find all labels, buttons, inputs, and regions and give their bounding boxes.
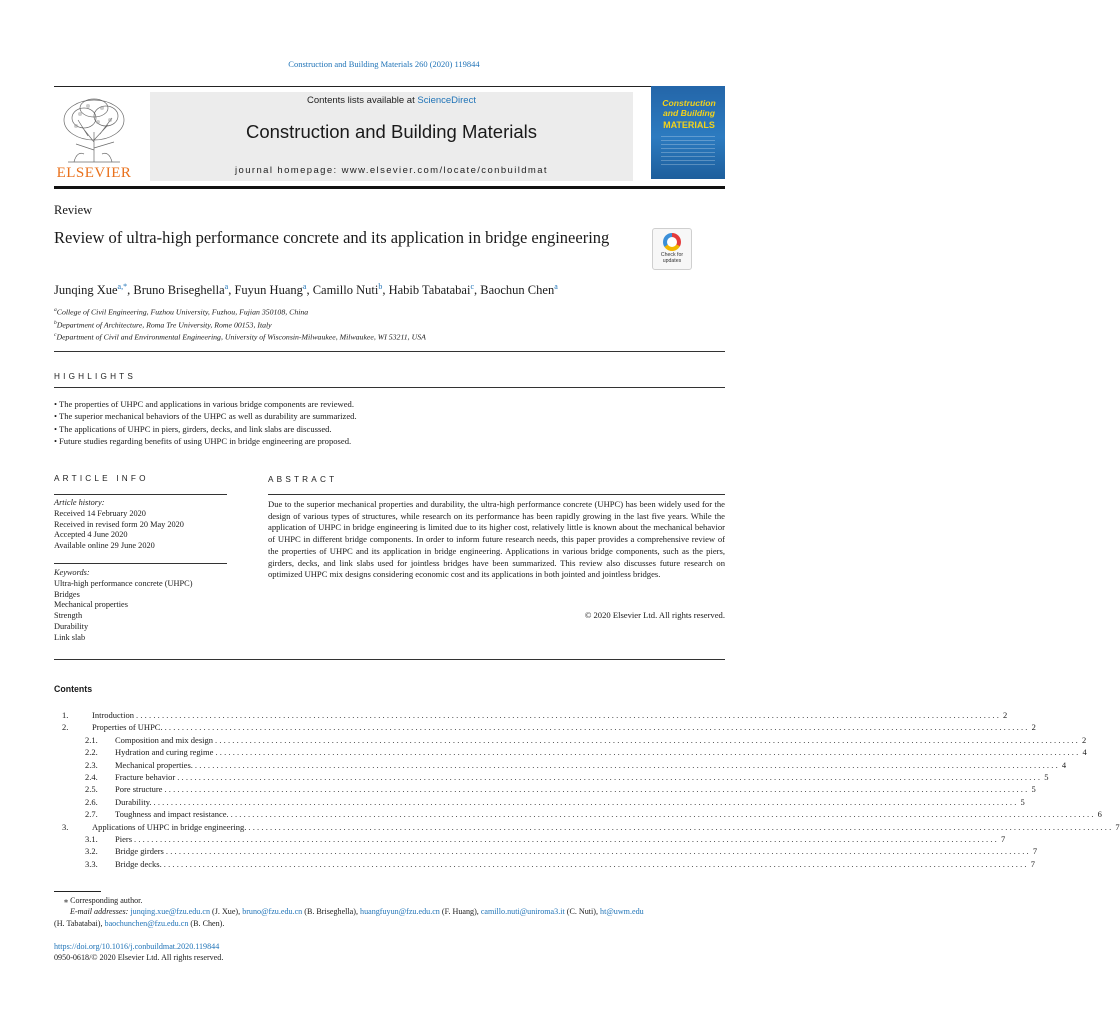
- highlight-item: • The properties of UHPC and applications in various bridge components are reviewed.: [54, 398, 734, 410]
- toc-leader-dots: ........................................................................................................................................................................................................: [134, 833, 999, 844]
- toc-page-number: 5: [1031, 784, 1036, 795]
- journal-reference-link[interactable]: Construction and Building Materials 260 (2020) 119844: [288, 59, 480, 69]
- toc-page-number: 4: [1082, 747, 1087, 758]
- abstract-text: Due to the superior mechanical properties and durability, the ultra-high performance concrete (UHPC) has been widely used for the design of various types of structures, while research on its performance has been rapidly growing in the last five years. While the application of UHPC in bridge engineering is limited due to its higher cost, relatively little is known about the mechanical behavior of UHPC in different bridge components. In order to inform future research needs, this paper provides a comprehensive review of the properties of UHPC and its application in bridge engineering. Applications in various bridge components, such as the piers, girders, decks, and link slabs used for jointless bridges have been summarized. This review also discusses future research on optimized UHPC mix designs considering economic cost and its applications in both jointed and jointless bridges.: [268, 499, 725, 580]
- divider: [54, 387, 725, 388]
- author-affil-mark[interactable]: b: [378, 282, 383, 291]
- cover-texture: [661, 136, 715, 166]
- toc-leader-dots: ........................................................................................................................................................................................................: [215, 747, 1081, 758]
- toc-leader-dots: ........................................................................................................................................................................................................: [164, 784, 1030, 795]
- toc-title[interactable]: Bridge decks.: [115, 858, 162, 869]
- toc-entry[interactable]: [54, 821, 1120, 833]
- divider: [54, 494, 227, 495]
- keyword: Strength: [54, 611, 83, 621]
- article-title: Review of ultra-high performance concrete and its application in bridge engineering: [54, 228, 610, 247]
- highlights-heading: HIGHLIGHTS: [54, 372, 137, 381]
- history-item: Available online 29 June 2020: [54, 541, 155, 551]
- email-label: E-mail addresses:: [70, 907, 129, 917]
- keywords: [54, 568, 229, 644]
- toc-entry[interactable]: [54, 759, 1067, 771]
- toc-entry[interactable]: [54, 783, 1036, 795]
- toc-entry[interactable]: [54, 746, 1087, 758]
- affiliation: $^b$Department of Architecture, Roma Tre University, Rome 00153, Italy: [54, 319, 272, 330]
- toc-title[interactable]: Properties of UHPC.: [92, 722, 163, 733]
- article-type: Review: [54, 203, 93, 217]
- keyword: Bridges: [54, 589, 80, 599]
- highlight-item: • Future studies regarding benefits of using UHPC in bridge engineering are proposed.: [54, 435, 734, 447]
- highlight-item: • The superior mechanical behaviors of the UHPC as well as durability are summarized.: [54, 410, 734, 422]
- toc-number: 2.6.: [85, 796, 98, 807]
- toc-number: 2.1.: [85, 734, 98, 745]
- sciencedirect-link[interactable]: ScienceDirect: [417, 95, 476, 106]
- contents-heading: Contents: [54, 684, 93, 694]
- author-affil-mark[interactable]: c: [470, 282, 474, 291]
- toc-leader-dots: ........................................................................................................................................................................................................: [248, 821, 1114, 832]
- affiliation: $^c$Department of Civil and Environmental Engineering, University of Wisconsin-Milwaukee, Milwaukee, WI 53211, USA: [54, 332, 426, 342]
- journal-homepage[interactable]: journal homepage: www.elsevier.com/locate/conbuildmat: [235, 165, 548, 176]
- email-link[interactable]: bruno@fzu.edu.cn: [242, 907, 303, 917]
- check-for-updates-button[interactable]: [652, 228, 692, 270]
- toc-number: 2.4.: [85, 771, 98, 782]
- toc-title[interactable]: Applications of UHPC in bridge engineering.: [92, 821, 247, 832]
- toc-leader-dots: ........................................................................................................................................................................................................: [164, 722, 1030, 733]
- toc-page-number: 6: [1097, 809, 1102, 820]
- toc-leader-dots: ........................................................................................................................................................................................................: [165, 846, 1031, 857]
- header-top-rule: [54, 86, 725, 87]
- history-item: Received in revised form 20 May 2020: [54, 519, 184, 529]
- toc-page-number: 2: [1031, 722, 1036, 733]
- toc-entry[interactable]: [54, 796, 1025, 808]
- toc-number: 1.: [62, 710, 69, 720]
- divider: [54, 659, 725, 660]
- author-list: Junqing Xue$^{a,*}$, Bruno Briseghella$^a$, Fuyun Huang$^a$, Camillo Nuti$^b$, Habib Tabatabai$^c$, Baochun Chen$^a$: [54, 282, 558, 298]
- journal-cover-image: [651, 86, 725, 179]
- toc-leader-dots: ........................................................................................................................................................................................................: [230, 809, 1096, 820]
- toc-page-number: 2: [1082, 734, 1087, 745]
- doi-block: [54, 941, 223, 964]
- history-item: Accepted 4 June 2020: [54, 530, 128, 540]
- divider: [54, 563, 227, 564]
- keyword: Link slab: [54, 632, 86, 642]
- toc-number: 2.3.: [85, 759, 98, 770]
- toc-number: 3.1.: [85, 833, 98, 844]
- email-link[interactable]: baochunchen@fzu.edu.cn: [104, 918, 189, 928]
- toc-entry[interactable]: [54, 709, 1008, 721]
- author-affil-mark[interactable]: a,*: [117, 282, 128, 291]
- history-label: Article history:: [54, 498, 105, 507]
- toc-leader-dots: ........................................................................................................................................................................................................: [194, 759, 1060, 770]
- cover-materials: MATERIALS: [663, 120, 715, 130]
- toc-title[interactable]: Fracture behavior: [115, 771, 176, 782]
- toc-page-number: 5: [1044, 771, 1049, 782]
- doi-link[interactable]: https://doi.org/10.1016/j.conbuildmat.2020.119844: [54, 942, 220, 951]
- toc-number: 3.3.: [85, 858, 98, 869]
- article-info-heading: ARTICLE INFO: [54, 474, 149, 483]
- crossmark-label: Check for updates: [660, 252, 684, 264]
- elsevier-wordmark: ELSEVIER: [56, 165, 132, 181]
- email-addresses: E-mail addresses: junqing.xue@fzu.edu.cn (J. Xue), bruno@fzu.edu.cn (B. Briseghella), huangfuyun@fzu.edu.cn (F. Huang), camillo.nuti@uniroma3.it (C. Nuti), ht@uwm.edu: [70, 907, 644, 917]
- author[interactable]: Baochun Chen: [480, 283, 555, 298]
- footnote-rule: [54, 891, 101, 892]
- toc-title[interactable]: Piers: [115, 833, 132, 844]
- divider: [54, 351, 725, 352]
- journal-name: Construction and Building Materials: [245, 121, 537, 142]
- keywords-label: Keywords:: [54, 568, 90, 577]
- toc-leader-dots: ........................................................................................................................................................................................................: [153, 796, 1019, 807]
- toc-title[interactable]: Pore structure: [115, 784, 163, 795]
- toc-page-number: 7: [1030, 858, 1035, 869]
- toc-leader-dots: ........................................................................................................................................................................................................: [177, 771, 1043, 782]
- toc-page-number: 7: [1115, 821, 1120, 832]
- toc-title[interactable]: Introduction: [92, 710, 135, 720]
- toc-title[interactable]: Durability.: [115, 796, 152, 807]
- toc-number: 3.: [62, 821, 69, 832]
- affiliations: [54, 305, 734, 343]
- toc-title[interactable]: Hydration and curing regime: [115, 747, 214, 758]
- toc-page-number: 7: [1032, 846, 1038, 857]
- abstract-copyright: © 2020 Elsevier Ltd. All rights reserved.: [584, 610, 725, 620]
- author[interactable]: Habib Tabatabai: [388, 283, 471, 298]
- toc-number: 2.: [62, 722, 69, 733]
- toc-number: 2.7.: [85, 809, 98, 820]
- cover-title: Construction and Building: [662, 98, 716, 118]
- email-link[interactable]: huangfuyun@fzu.edu.cn: [360, 907, 440, 917]
- author-affil-mark[interactable]: a: [554, 282, 558, 291]
- abstract-heading: ABSTRACT: [268, 475, 338, 484]
- toc-entry[interactable]: [54, 858, 1035, 870]
- header-bottom-rule: [54, 186, 725, 189]
- toc-entry[interactable]: [54, 808, 1102, 820]
- toc-title[interactable]: Mechanical properties.: [115, 759, 193, 770]
- email-addresses-cont: (H. Tabatabai), baochunchen@fzu.edu.cn (B. Chen).: [54, 918, 225, 928]
- toc-page-number: 2: [1003, 710, 1008, 720]
- history-item: Received 14 February 2020: [54, 508, 146, 518]
- keyword: Ultra-high performance concrete (UHPC): [54, 578, 193, 588]
- crossmark-icon-center: [667, 237, 677, 247]
- toc-title[interactable]: Toughness and impact resistance.: [115, 809, 229, 820]
- toc-entry[interactable]: [54, 771, 1049, 783]
- toc-entry[interactable]: [54, 721, 1036, 733]
- keyword: Mechanical properties: [54, 600, 128, 610]
- keyword: Durability: [54, 621, 89, 631]
- issn-copyright: 0950-0618/© 2020 Elsevier Ltd. All rights reserved.: [54, 953, 224, 963]
- author-affil-mark[interactable]: a: [302, 282, 307, 291]
- toc-leader-dots: ........................................................................................................................................................................................................: [163, 858, 1029, 869]
- article-history: [54, 498, 229, 552]
- toc-number: 3.2.: [85, 846, 98, 857]
- toc-leader-dots: ........................................................................................................................................................................................................: [136, 710, 1002, 720]
- toc-title[interactable]: Composition and mix design: [115, 734, 213, 745]
- toc-page-number: 4: [1061, 759, 1067, 770]
- author-affil-mark[interactable]: a: [224, 282, 229, 291]
- author[interactable]: Junqing Xue: [54, 283, 118, 298]
- toc-entry[interactable]: [54, 833, 1006, 845]
- email-link[interactable]: camillo.nuti@uniroma3.it: [480, 907, 565, 917]
- highlights-list: [54, 398, 734, 447]
- contents-available-line: Contents lists available at ScienceDirect: [307, 95, 476, 106]
- author[interactable]: Bruno Briseghella: [133, 283, 225, 298]
- toc-page-number: 5: [1020, 796, 1025, 807]
- author[interactable]: Camillo Nuti: [312, 283, 379, 298]
- highlight-item: • The applications of UHPC in piers, girders, decks, and link slabs are discussed.: [54, 423, 734, 435]
- toc-number: 2.2.: [85, 747, 98, 758]
- toc-entry[interactable]: [54, 734, 1087, 746]
- toc-number: 2.5.: [85, 784, 98, 795]
- toc-page-number: 7: [1001, 833, 1006, 844]
- toc-leader-dots: ........................................................................................................................................................................................................: [215, 734, 1080, 745]
- divider: [268, 494, 725, 495]
- footnote: [54, 895, 726, 929]
- email-link[interactable]: ht@uwm.edu: [600, 907, 644, 917]
- author[interactable]: Fuyun Huang: [234, 283, 303, 298]
- toc-title[interactable]: Bridge girders: [115, 846, 164, 857]
- corresponding-author-note: ⁎ Corresponding author.: [64, 896, 143, 905]
- toc-entry[interactable]: [54, 845, 1038, 857]
- table-of-contents: [54, 709, 1120, 870]
- affiliation: $^a$College of Civil Engineering, Fuzhou University, Fuzhou, Fujian 350108, China: [54, 307, 309, 317]
- email-link[interactable]: junqing.xue@fzu.edu.cn: [130, 907, 211, 917]
